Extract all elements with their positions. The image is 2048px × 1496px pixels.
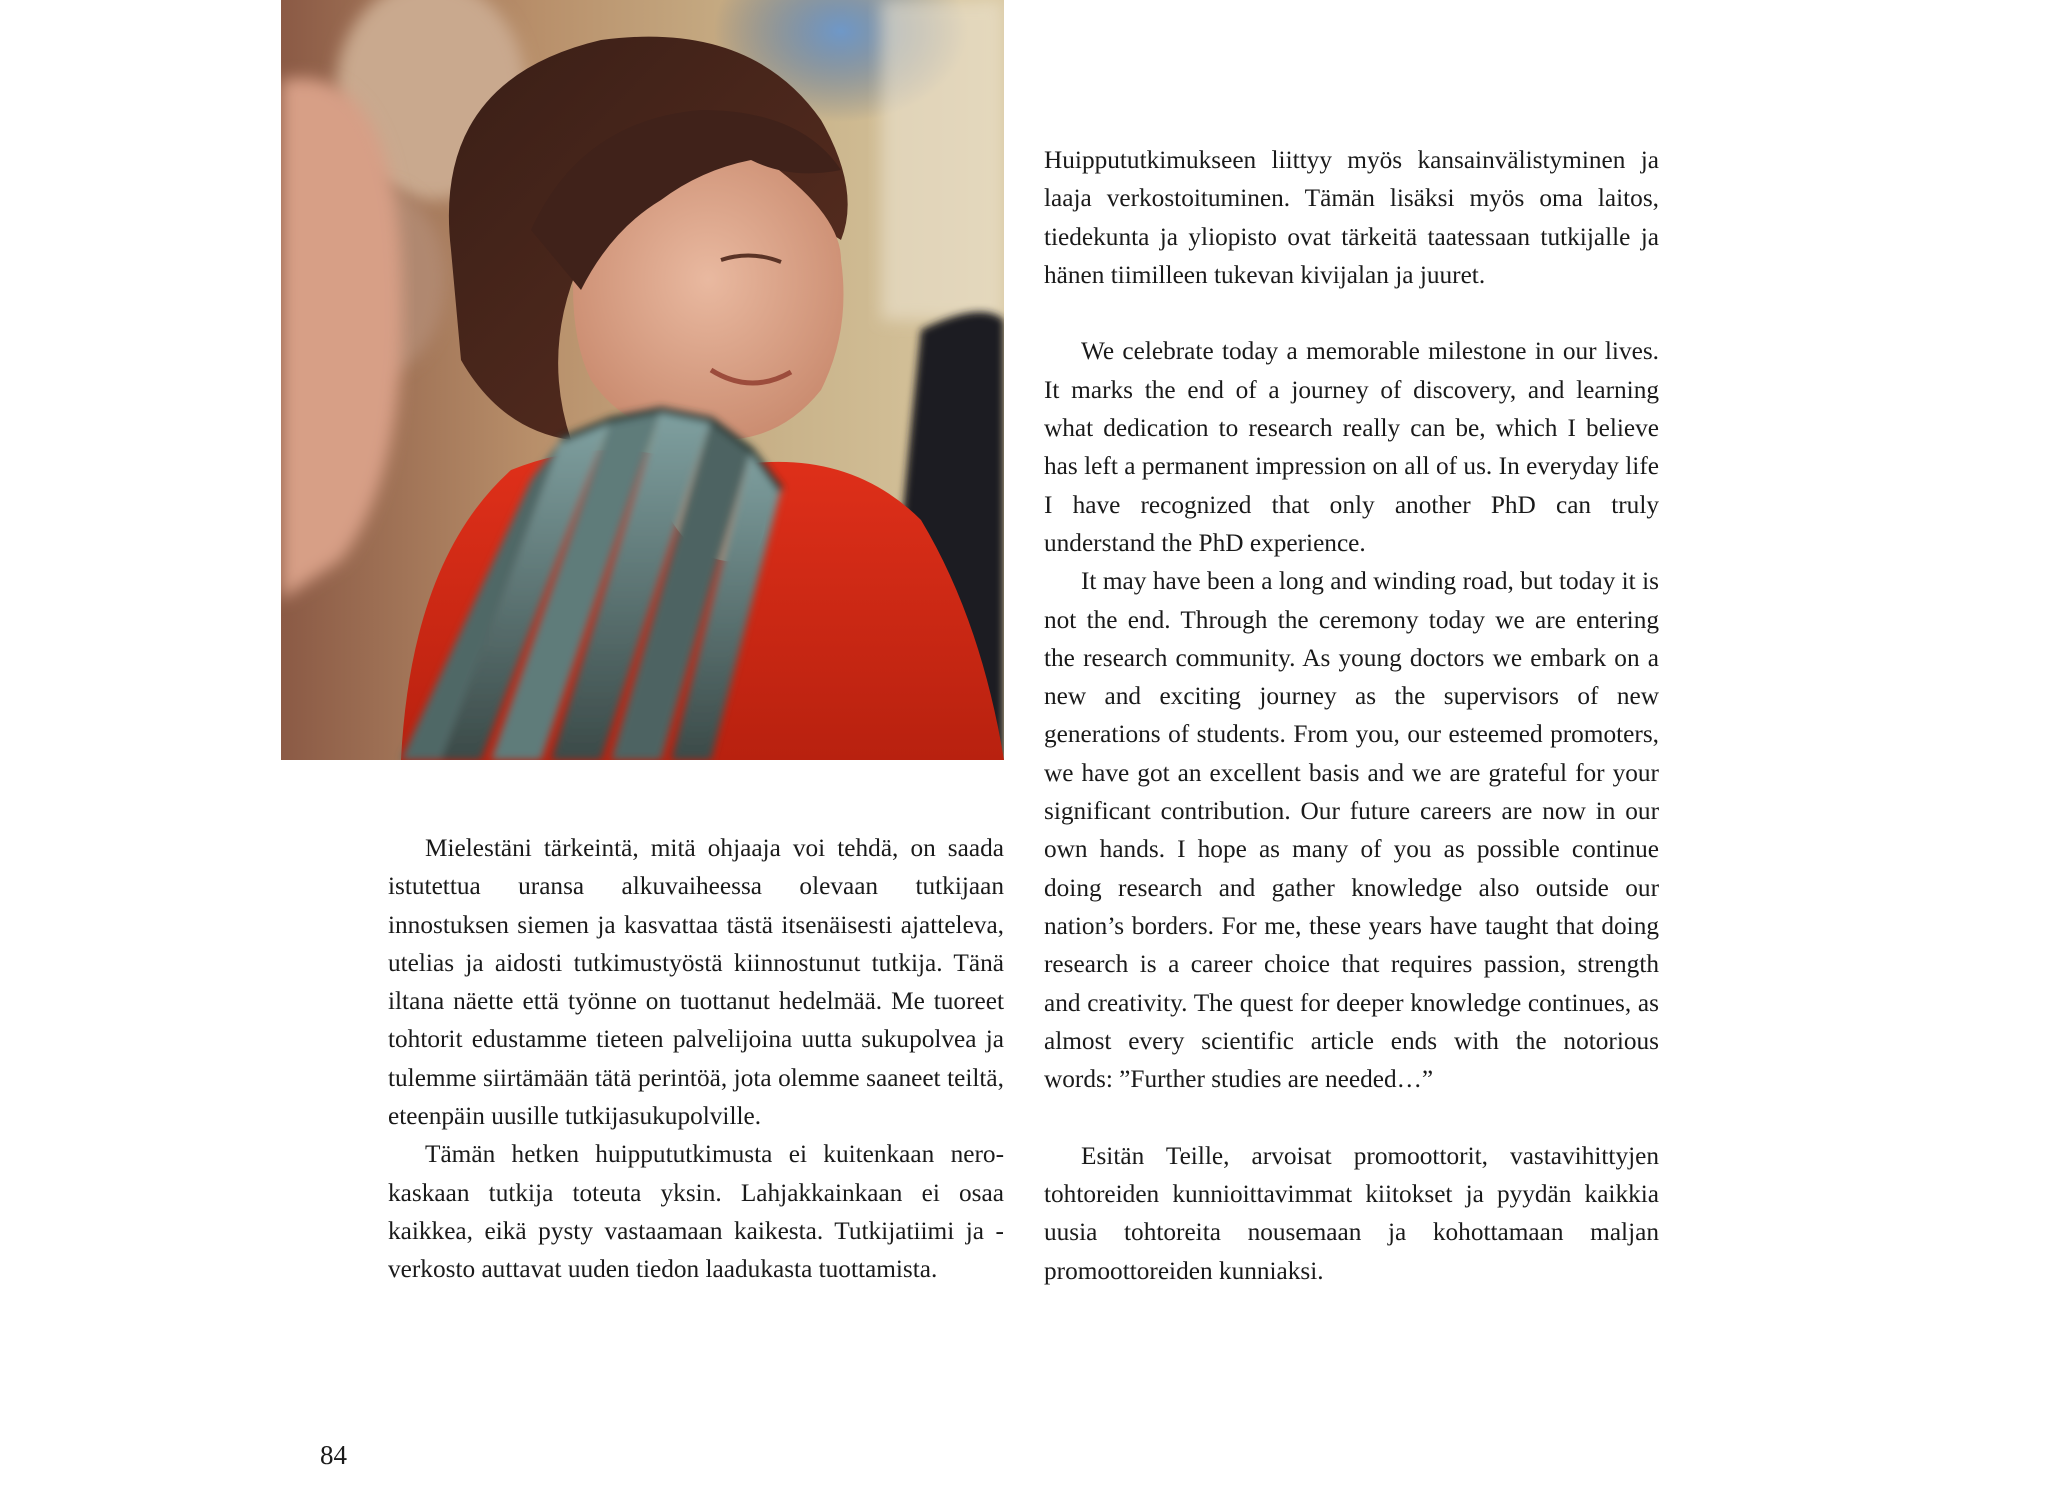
body-paragraph: It may have been a long and winding road, but today it is not the end. Through the ceremony today we are entering the research community. As young doctors we embark on a new and exciting journey as the supervisors of new generations of students. From you, our esteemed promoters, we have got an excellent basis and we are grateful for your significant contribution. Our future careers are now in our own hands. I hope as many of you as possible continue doing research and gather knowledge also outside our nation’s borders. For me, these years have taught that doing research is a career choice that requires passion, strength and creativity. The quest for deeper knowledge continues, as almost every scientific article ends with the notorious words: ”Further studies are needed…” (1044, 567, 1659, 1094)
paragraph-spacer (1044, 294, 1659, 332)
body-paragraph: We celebrate today a memorable milestone in our lives. It marks the end of a journey of discovery, and learning what dedication to research really can be, which I believe has left a permanent impression on all of us. In everyday life I have recognized that only another PhD can truly understand the PhD experience. (1044, 337, 1659, 557)
paragraph-spacer (1044, 1098, 1659, 1136)
body-paragraph: Tämän hetken huippututkimusta ei kuitenkaan nerokaskaan tutkija toteuta yksin. Lahjakkainkaan ei osaa kaikkea, eikä pysty vastaamaan kaikesta. Tutkijatiimi ja -verkosto auttavat uuden tiedon laadukasta tuottamista. (388, 1140, 1004, 1284)
body-paragraph: Mielestäni tärkeintä, mitä ohjaaja voi tehdä, on saada istutettua uransa alkuvaiheessa olevaan tutkijaan innostuksen siemen ja kasvattaa tästä itsenäisesti ajatteleva, utelias ja aidosti tutkimustyöstä kiinnostunut tutkija. Tänä iltana näette että työnne on tuottanut hedelmää. Me tuoreet tohtorit edustamme tieteen palvelijoina uutta sukupolvea ja tulemme siirtämään tätä perintöä, jota olemme saaneet teiltä, eteenpäin uusille tutkijasukupolville. (388, 834, 1004, 1131)
body-paragraph: Esitän Teille, arvoisat promoottorit, vastavihittyjen tohtoreiden kunnioittavimmat kiitokset ja pyydän kaikkia uusia tohtoreita nousemaan ja kohottamaan maljan promoottoreiden kunniaksi. (1044, 1141, 1659, 1285)
portrait-photo-illustration (281, 0, 1004, 760)
left-text-column (388, 829, 1004, 1289)
portrait-photo (281, 0, 1004, 760)
page-number: 84 (320, 1440, 347, 1470)
body-paragraph: Huippututkimukseen liittyy myös kansainvälistyminen ja laaja verkostoituminen. Tämän lisäksi myös oma laitos, tiedekunta ja yliopisto ovat tärkeitä taatessaan tutkijalle ja hänen tiimilleen tukevan kivijalan ja juuret. (1044, 146, 1659, 289)
right-text-column (1044, 141, 1659, 1290)
